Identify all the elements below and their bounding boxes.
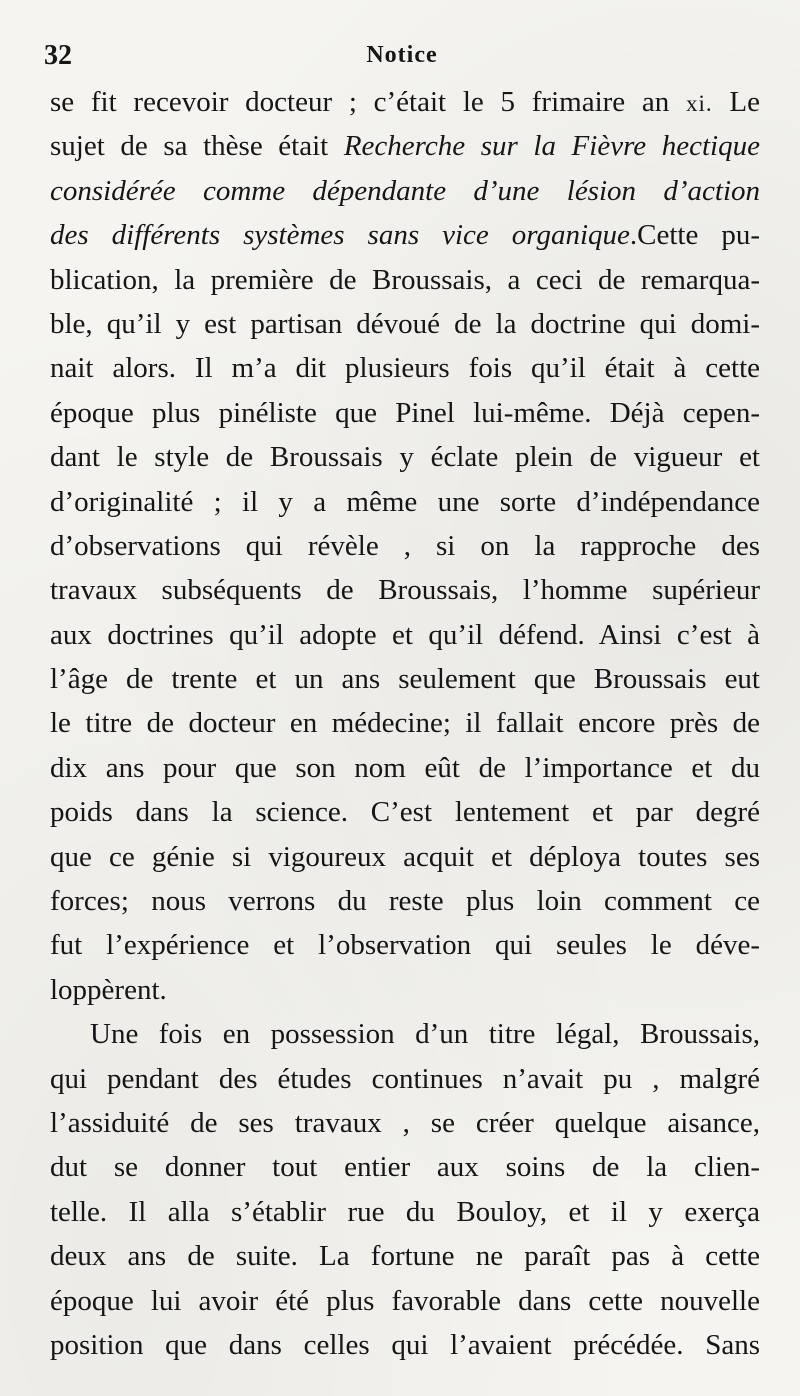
text-segment: d’originalité ; il y a même une sorte d’indépendance	[50, 485, 760, 518]
text-line	[50, 1323, 760, 1367]
text-line	[50, 835, 760, 879]
text-line	[50, 1190, 760, 1234]
text-line	[50, 524, 760, 568]
text-segment: position que dans celles qui l’avaient précédée. Sans	[50, 1328, 760, 1361]
text-segment: xi.	[686, 91, 713, 116]
text-segment: forces; nous verrons du reste plus loin comment ce	[50, 885, 760, 918]
text-line	[50, 790, 760, 834]
text-line	[50, 701, 760, 745]
text-line	[50, 213, 760, 257]
text-segment: deux ans de suite. La fortune ne paraît pas à cette	[50, 1240, 760, 1273]
text-segment: qui pendant des études continues n’avait pu , malgré	[50, 1062, 760, 1095]
text-segment: dut se donner tout entier aux soins de la clien-	[50, 1151, 760, 1184]
text-segment: l’assiduité de ses travaux , se créer quelque aisance,	[50, 1106, 760, 1139]
text-line	[50, 923, 760, 967]
text-segment: le titre de docteur en médecine; il fallait encore près de	[50, 707, 760, 740]
text-segment: dix ans pour que son nom eût de l’importance et du	[50, 751, 760, 784]
text-line	[50, 391, 760, 435]
page-header	[44, 40, 760, 80]
paragraph	[50, 80, 760, 1012]
page-number: 32	[44, 40, 72, 71]
text-line	[50, 746, 760, 790]
text-segment: d’observations qui révèle , si on la rapproche des	[50, 529, 760, 562]
italic-text: considérée comme dépendante d’une lésion d’action	[50, 174, 760, 207]
paragraph	[50, 1012, 760, 1367]
text-segment: sujet de sa thèse était	[50, 130, 344, 163]
text-segment: blication, la première de Broussais, a ceci de remarqua-	[50, 263, 760, 296]
text-segment: Le	[712, 86, 761, 118]
text-line	[50, 568, 760, 612]
text-segment: telle. Il alla s’établir rue du Bouloy, et il y exerça	[50, 1195, 760, 1228]
text-line	[50, 480, 760, 524]
text-line	[50, 1057, 760, 1101]
text-line	[50, 1101, 760, 1145]
text-line	[50, 169, 760, 213]
text-line	[50, 124, 760, 168]
text-line	[50, 1279, 760, 1323]
text-line	[50, 80, 760, 124]
text-segment: nait alors. Il m’a dit plusieurs fois qu’il était à cette	[50, 352, 760, 385]
text-segment: aux doctrines qu’il adopte et qu’il défend. Ainsi c’est à	[50, 618, 760, 651]
text-segment: .Cette pu-	[629, 219, 760, 252]
running-title: Notice	[366, 42, 438, 68]
text-line	[50, 879, 760, 923]
text-line	[50, 435, 760, 479]
text-segment: poids dans la science. C’est lentement et par degré	[50, 796, 760, 829]
text-line	[50, 258, 760, 302]
text-segment: époque plus pinéliste que Pinel lui-même. Déjà cepen-	[50, 396, 760, 429]
text-line	[50, 1012, 760, 1056]
text-segment: l’âge de trente et un ans seulement que Broussais eut	[50, 663, 760, 696]
text-line	[50, 1234, 760, 1278]
text-segment: dant le style de Broussais y éclate plein de vigueur et	[50, 441, 760, 474]
text-segment: se fit recevoir docteur ; c’était le 5 frimaire an	[50, 86, 687, 118]
text-line	[50, 968, 760, 1012]
text-segment: fut l’expérience et l’observation qui seules le déve-	[50, 929, 760, 962]
text-segment: travaux subséquents de Broussais, l’homme supérieur	[50, 574, 760, 607]
text-line	[50, 302, 760, 346]
text-line	[50, 613, 760, 657]
text-line	[50, 346, 760, 390]
text-segment: loppèrent.	[50, 973, 167, 1006]
text-segment: époque lui avoir été plus favorable dans cette nouvelle	[50, 1284, 760, 1317]
text-segment: ble, qu’il y est partisan dévoué de la doctrine qui domi-	[50, 307, 760, 340]
italic-text: des différents systèmes sans vice organique	[50, 219, 630, 252]
text-segment: Une fois en possession d’un titre légal, Broussais,	[90, 1018, 760, 1051]
italic-text: Recherche sur la Fièvre hectique	[343, 130, 760, 163]
body-text	[50, 80, 760, 1367]
text-line	[50, 657, 760, 701]
text-line	[50, 1145, 760, 1189]
text-segment: que ce génie si vigoureux acquit et déploya toutes ses	[50, 840, 760, 873]
